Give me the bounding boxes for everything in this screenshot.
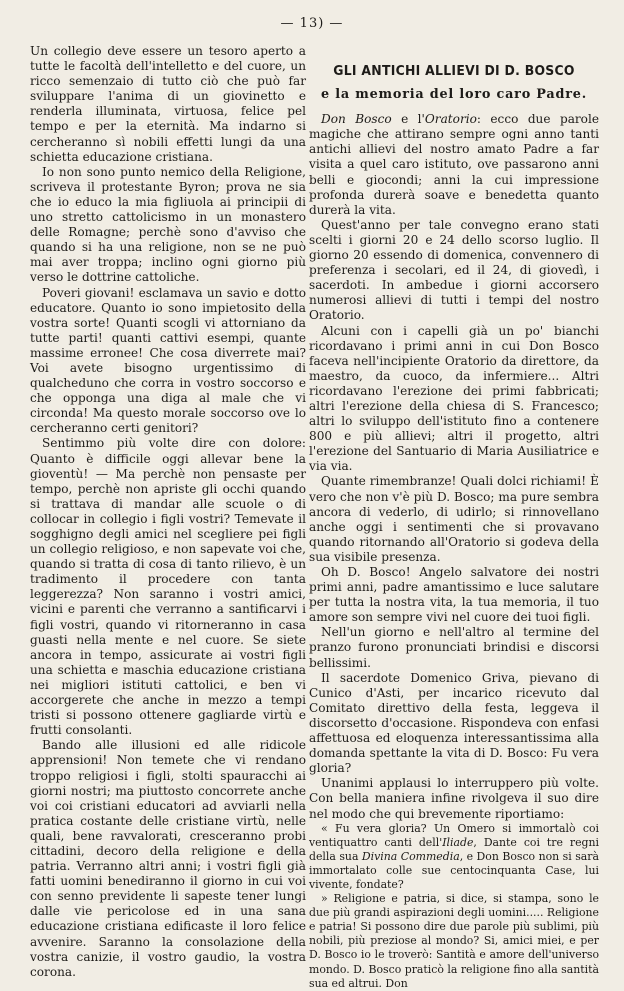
quote-italic: Divina Commedia <box>361 849 460 863</box>
paragraph: Sentimmo più volte dire con dolore: Quanto è difficile oggi allevar bene la gioventù! — Ma perchè non pensaste per tempo, perchè non apriste gli occhi quando si trattava di mandar alle scuole o di collocar in collegio i figli vostri? Temevate il sogghigno degli amici nel scegliere pei figli un collegio religioso, e non sapevate voi che, quando si tratta di cosa di tanto rilievo, è un tradimento il procedere con tanta leggerezza? Non saranno i vostri amici, vicini e parenti che verranno a santificarvi i figli vostri, quando vi ritorneranno in casa guasti nella mente e nel cuore. Se siete ancora in tempo, assicurate ai vostri figli una schietta e maschia educazione cristiana nei migliori istituti cattolici, e ben vi accorgerete che anche in mezzo a tempi tristi si possono ottenere gagliarde virtù e frutti consolanti. <box>30 436 306 738</box>
paragraph: Un collegio deve essere un tesoro aperto a tutte le facoltà dell'intelletto e del cuore, un ricco semenzaio di tutto ciò che può far sviluppare l'anima di un giovinetto e renderla illuminata, virtuosa, felice pel tempo e per la eternità. Ma indarno si cercheranno sì nobili effetti lungi da una schietta educazione cristiana. <box>30 44 306 164</box>
quote-text: , e Don Bosco non si sarà immortalato colle sue centocinquanta Case, lui vivente, fondate? <box>309 849 599 891</box>
paragraph: Nell'un giorno e nell'altro al termine del pranzo furono pronunciati brindisi e discorsi bellissimi. <box>309 625 599 670</box>
paragraph: Oh D. Bosco! Angelo salvatore dei nostri primi anni, padre amantissimo e luce salutare per tutta la nostra vita, la tua memoria, il tuo amore son sempre vivi nel cuore dei tuoi figli. <box>309 565 599 625</box>
left-column <box>30 44 306 980</box>
paragraph: Alcuni con i capelli già un po' bianchi ricordavano i primi anni in cui Don Bosco faceva nell'incipiente Oratorio da direttore, da maestro, da cuoco, da infermiere... Altri ricordavano l'erezione dei primi fabbricati; altri l'erezione della chiesa di S. Francesco; altri lo sviluppo dell'istituto fino a contenere 800 e più allievi; altri il progetto, altri l'erezione del Santuario di Maria Ausiliatrice e via via. <box>309 323 599 474</box>
paragraph: Quest'anno per tale convegno erano stati scelti i giorni 20 e 24 dello scorso luglio. Il giorno 20 essendo di domenica, convennero di preferenza i secolari, ed il 24, di giovedì, i sacerdoti. In ambedue i giorni accorsero numerosi allievi di tutti i tempi del nostro Oratorio. <box>309 217 599 323</box>
paragraph: Il sacerdote Domenico Griva, pievano di Cunico d'Asti, per incarico ricevuto dal Comitato direttivo della festa, leggeva il discorsetto d'occasione. Rispondeva con enfasi affettuosa ed eloquenza interessantissima alla domanda spettante la vita di D. Bosco: Fu vera gloria? <box>309 670 599 776</box>
quote-paragraph: » Religione e patria, si dice, si stampa, sono le due più grandi aspirazioni degli uomini..... Religione e patria! Si possono dire due parole più sublimi, più nobili, più preziose al mondo? Si, amici miei, e per D. Bosco io le troverò: Santità e amore dell'universo mondo. D. Bosco praticò la religione fino alla santità sua ed altrui. Don <box>309 892 599 990</box>
quote-text: , Dante coi tre regni della sua <box>309 835 600 863</box>
quote-paragraph <box>309 822 599 892</box>
article-intro <box>309 112 599 218</box>
paragraph: Io non sono punto nemico della Religione, scriveva il protestante Byron; prova ne sia che io educo la mia figliuola ai principii di uno stretto cattolicismo in un monastero delle Romagne; perchè sono d'avviso che quando si ha una religione, non se ne può mai aver troppa; inclino ogni giorno più verso le dottrine cattoliche. <box>30 164 306 285</box>
quote-text: « Fu vera gloria? Un Omero si immortalò coi ventiquattro canti dell' <box>309 821 599 849</box>
intro-italic: Don Bosco <box>321 112 392 127</box>
paragraph: Poveri giovani! esclamava un savio e dotto educatore. Quanto io sono impietosito della vostra sorte! Quanti scogli vi attorniano da tutte parti! quanti cattivi esempi, quante massime erronee! Che cosa diverrete mai? Voi avete bisogno urgentissimo di qualcheduno che corra in vostro soccorso e che opponga una diga al male che vi circonda! Ma questo morale soccorso ove lo cercheranno certi genitori? <box>30 285 306 436</box>
page-number: — 13) — <box>280 16 344 31</box>
article-subtitle: e la memoria del loro caro Padre. <box>321 87 587 103</box>
article-title: GLI ANTICHI ALLIEVI DI D. BOSCO <box>333 63 575 79</box>
quote-italic: Iliade <box>442 835 474 849</box>
paragraph: Unanimi applausi lo interruppero più volte. Con bella maniera infine rivolgeva il suo dire nel modo che qui brevemente riportiamo: <box>309 776 599 821</box>
intro-text: e l' <box>391 112 425 127</box>
intro-text: : ecco due parole magiche che attirano sempre ogni anno tanti antichi allievi del nostro amato Padre a far visita a quel caro istituto, ove passarono anni belli e giocondi; anni la cui impressione profonda durerà soave e benedetta quanto durerà la vita. <box>309 112 599 217</box>
paragraph: Bando alle illusioni ed alle ridicole apprensioni! Non temete che vi rendano troppo religiosi i figli, stolti spauracchi ai giorni nostri; ma piuttosto concorrete anche voi coi cristiani educatori ad avviarli nella pratica costante delle cristiane virtù, nelle quali, bene ravvalorati, cresceranno probi cittadini, decoro della religione e della patria. Verranno altri anni; i vostri figli già fatti uomini benediranno il giorno in cui voi con senno previdente li sapeste tener lungi dalle vie pericolose ed in una sana educazione cristiana edificaste il loro felice avvenire. Saranno la consolazione della vostra canizie, il vostro gaudio, la vostra corona. <box>30 738 306 979</box>
paragraph: Quante rimembranze! Quali dolci richiami! È vero che non v'è più D. Bosco; ma pure sembra ancora di vederlo, di udirlo; si rinnovellano anche oggi i sentimenti che si provavano quando ritornando all'Oratorio si godeva della sua visibile presenza. <box>309 474 599 564</box>
intro-italic: Oratorio <box>424 112 477 127</box>
right-column <box>309 44 599 991</box>
